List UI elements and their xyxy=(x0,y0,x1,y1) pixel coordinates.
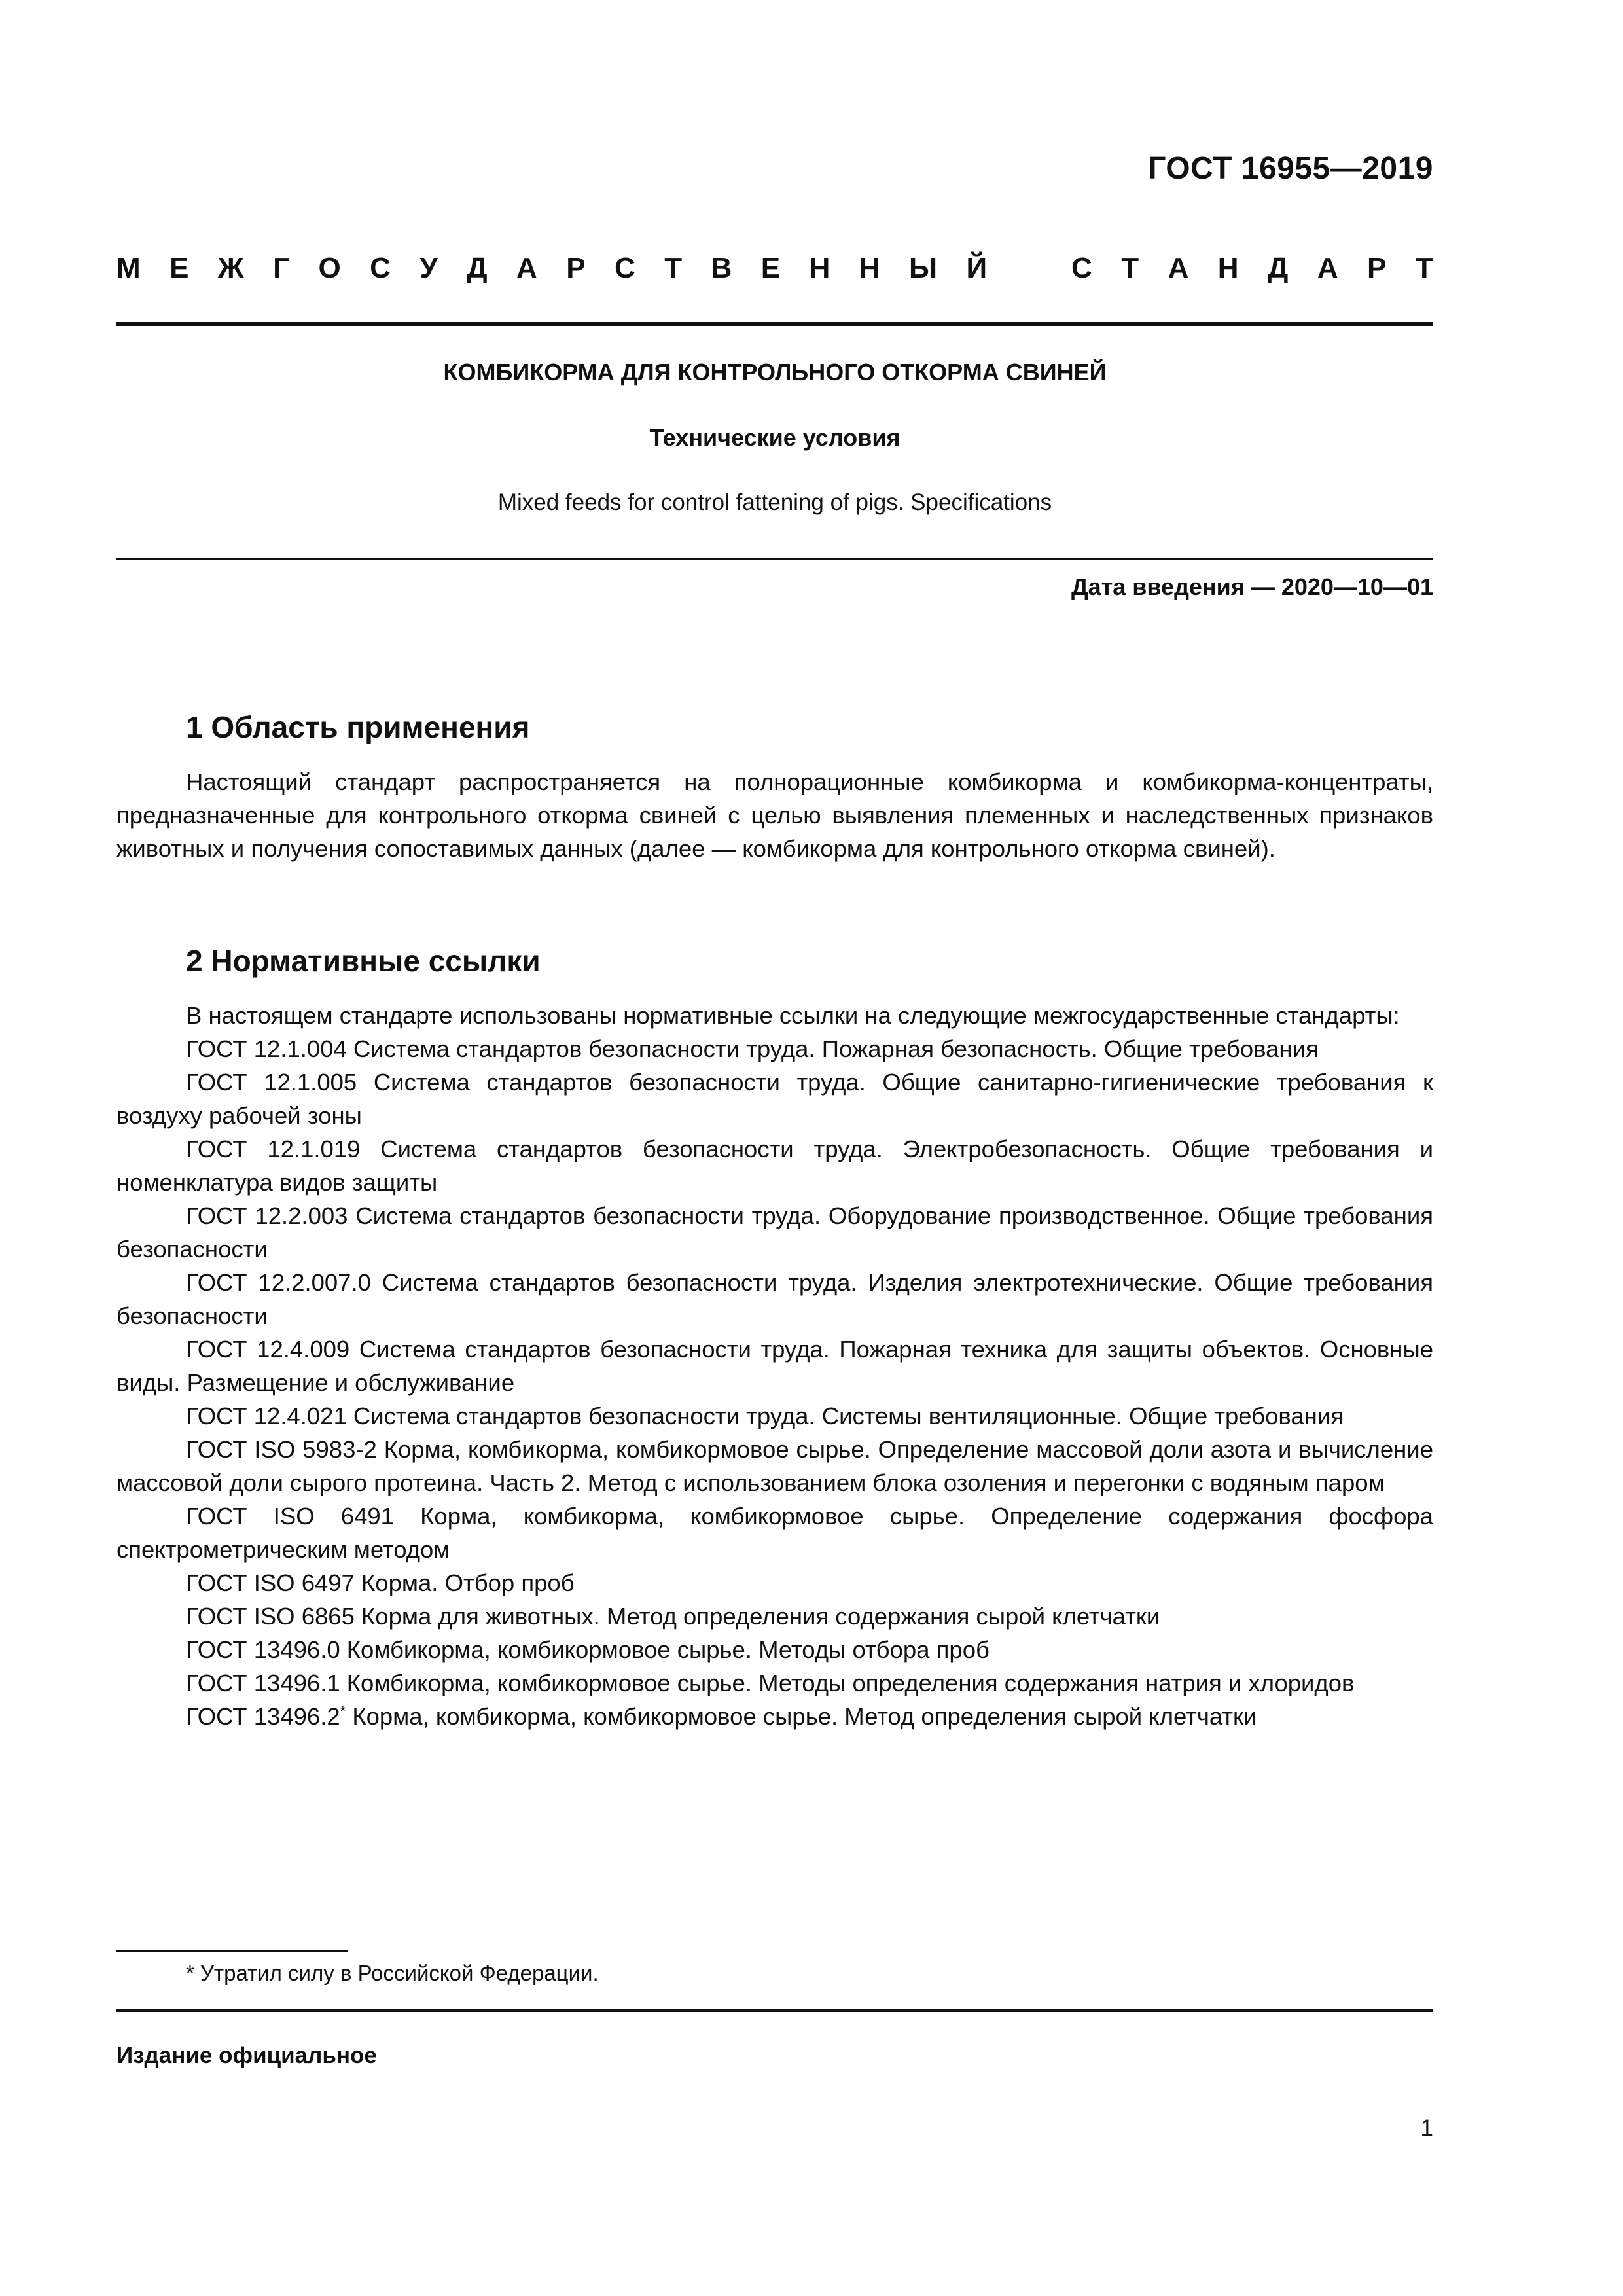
reference-code: ГОСТ 13496.2 xyxy=(186,1703,340,1730)
reference-item: ГОСТ ISO 5983-2 Корма, комбикорма, комбикормовое сырье. Определение массовой доли азота и вычисление массовой доли сырого протеина. Часть 2. Метод с использованием блока озоления и перегонки с водяным паром xyxy=(116,1436,1433,1496)
banner-letter: Ж xyxy=(217,252,244,284)
banner-letter: Т xyxy=(1415,252,1433,284)
footnote-separator xyxy=(116,1950,348,1952)
banner-letter: Г xyxy=(273,252,290,284)
page-number: 1 xyxy=(1420,2115,1433,2141)
banner-letter: Т xyxy=(664,252,683,284)
banner-letter: У xyxy=(419,252,438,284)
banner-letter: Р xyxy=(1367,252,1387,284)
title-divider xyxy=(116,558,1433,560)
reference-item: ГОСТ ISO 6865 Корма для животных. Метод определения содержания сырой клетчатки xyxy=(186,1603,1160,1630)
edition-label: Издание официальное xyxy=(116,2043,377,2068)
banner-letter: М xyxy=(116,252,141,284)
banner-letter: Д xyxy=(467,252,488,284)
reference-item: ГОСТ 13496.0 Комбикорма, комбикормовое сырье. Методы отбора проб xyxy=(186,1636,990,1663)
banner-letter: Н xyxy=(1217,252,1239,284)
reference-item: ГОСТ ISO 6497 Корма. Отбор проб xyxy=(186,1570,575,1596)
document-title: КОМБИКОРМА ДЛЯ КОНТРОЛЬНОГО ОТКОРМА СВИНЕЙ xyxy=(443,359,1107,386)
reference-item: ГОСТ 12.2.003 Система стандартов безопасности труда. Оборудование производственное. Общие требования безопасности xyxy=(116,1202,1433,1263)
banner-letter: Н xyxy=(809,252,830,284)
banner-letter: А xyxy=(516,252,537,284)
section-paragraph: В настоящем стандарте использованы нормативные ссылки на следующие межгосударственные стандарты: xyxy=(186,1002,1400,1029)
banner-letter: С xyxy=(615,252,635,284)
document-code: ГОСТ 16955—2019 xyxy=(1148,151,1433,186)
banner-letter: Й xyxy=(966,252,988,284)
reference-item: ГОСТ 12.1.019 Система стандартов безопасности труда. Электробезопасность. Общие требования и номенклатура видов защиты xyxy=(116,1136,1433,1196)
reference-title: Корма, комбикорма, комбикормовое сырье. Метод определения сырой клетчатки xyxy=(346,1703,1257,1730)
reference-item: ГОСТ ISO 6491 Корма, комбикорма, комбикормовое сырье. Определение содержания фосфора спектрометрическим методом xyxy=(116,1503,1433,1563)
reference-item: ГОСТ 12.1.005 Система стандартов безопасности труда. Общие санитарно-гигиенические требования к воздуху рабочей зоны xyxy=(116,1069,1433,1129)
banner-letter: Д xyxy=(1268,252,1289,284)
section-scope xyxy=(116,709,1433,865)
header-divider xyxy=(116,322,1433,326)
banner-word-gap xyxy=(1016,252,1043,285)
english-title: Mixed feeds for control fattening of pigs. Specifications xyxy=(497,490,1052,515)
introduction-date: Дата введения — 2020—10—01 xyxy=(1071,573,1433,600)
reference-item xyxy=(116,1700,1433,1733)
banner-letter: О xyxy=(318,252,341,284)
footnote-marker: * xyxy=(340,1702,346,1719)
banner-letter: Н xyxy=(859,252,880,284)
section-heading: 1 Область применения xyxy=(186,710,530,744)
reference-item: ГОСТ 13496.1 Комбикорма, комбикормовое сырье. Методы определения содержания натрия и хлоридов xyxy=(186,1670,1355,1696)
banner-letter: Т xyxy=(1121,252,1139,284)
footnote: * Утратил силу в Российской Федерации. xyxy=(186,1961,599,1985)
reference-item: ГОСТ 12.2.007.0 Система стандартов безопасности труда. Изделия электротехнические. Общие требования безопасности xyxy=(116,1269,1433,1329)
banner-letter: А xyxy=(1317,252,1338,284)
banner-letter: Р xyxy=(566,252,586,284)
reference-item: ГОСТ 12.4.021 Система стандартов безопасности труда. Системы вентиляционные. Общие требования xyxy=(186,1403,1344,1429)
reference-item: ГОСТ 12.4.009 Система стандартов безопасности труда. Пожарная техника для защиты объектов. Основные виды. Размещение и обслуживание xyxy=(116,1336,1433,1396)
reference-list xyxy=(116,1032,1433,1733)
section-paragraph: Настоящий стандарт распространяется на полнорационные комбикорма и комбикорма-концентраты, предназначенные для контрольного откорма свиней с целью выявления племенных и наследственных признаков животных и получения сопоставимых данных (далее — комбикорма для контрольного откорма свиней). xyxy=(116,768,1433,862)
banner-letter: А xyxy=(1168,252,1189,284)
document-subtitle: Технические условия xyxy=(649,424,901,451)
banner-letter: Ы xyxy=(909,252,938,284)
interstate-standard-banner xyxy=(116,252,1433,285)
reference-item: ГОСТ 12.1.004 Система стандартов безопасности труда. Пожарная безопасность. Общие требования xyxy=(186,1035,1319,1062)
section-normative-references xyxy=(116,942,1433,1733)
banner-letter: В xyxy=(711,252,732,284)
banner-letter: С xyxy=(370,252,391,284)
footer-divider xyxy=(116,2009,1433,2012)
banner-letter: Е xyxy=(169,252,189,284)
banner-letter: Е xyxy=(760,252,781,284)
banner-letter: С xyxy=(1071,252,1092,284)
section-heading: 2 Нормативные ссылки xyxy=(186,944,541,978)
